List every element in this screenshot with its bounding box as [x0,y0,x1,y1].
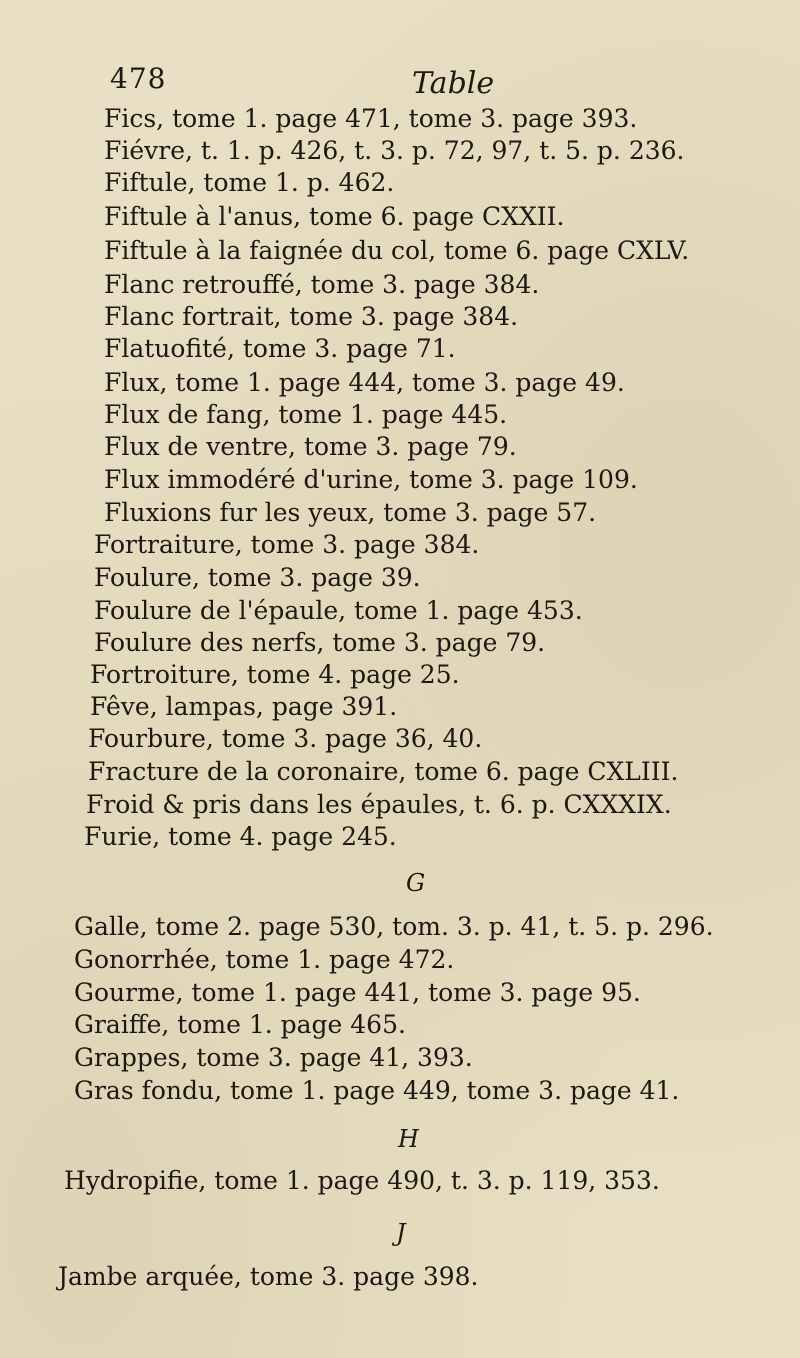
index-entry: Fortroiture, tome 4. page 25. [90,660,460,689]
index-entry: Flux de ventre, tome 3. page 79. [104,432,517,461]
section-heading-j: J [396,1219,406,1247]
index-entry: Graiffe, tome 1. page 465. [74,1010,406,1039]
index-entry: Fiévre, t. 1. p. 426, t. 3. p. 72, 97, t. 5. p. 236. [104,136,685,165]
index-entry: Flux immodéré d'urine, tome 3. page 109. [104,465,638,494]
index-entry: Fourbure, tome 3. page 36, 40. [88,724,483,753]
index-entry: Hydropifie, tome 1. page 490, t. 3. p. 119, 353. [64,1166,660,1195]
index-entry: Fiftule à la faignée du col, tome 6. page CXLV. [104,236,690,265]
index-entry: Fics, tome 1. page 471, tome 3. page 393. [104,104,638,133]
index-entry: Foulure de l'épaule, tome 1. page 453. [94,596,583,625]
section-heading-h: H [398,1125,419,1153]
index-entry: Foulure, tome 3. page 39. [94,563,421,592]
index-entry: Furie, tome 4. page 245. [84,822,397,851]
index-entry: Flanc fortrait, tome 3. page 384. [104,302,519,331]
index-entry: Flux de fang, tome 1. page 445. [104,400,508,429]
index-entry: Gonorrhée, tome 1. page 472. [74,945,455,974]
index-entry: Fiftule, tome 1. p. 462. [104,168,395,197]
section-heading-g: G [406,869,426,897]
index-entry: Fêve, lampas, page 391. [90,692,398,721]
index-entry: Flatuofité, tome 3. page 71. [104,334,456,363]
index-entry: Gourme, tome 1. page 441, tome 3. page 95. [74,978,641,1007]
index-entry: Flanc retrouffé, tome 3. page 384. [104,270,540,299]
running-title: Table [412,66,495,101]
index-entry: Fortraiture, tome 3. page 384. [94,530,480,559]
index-entry: Flux, tome 1. page 444, tome 3. page 49. [104,368,625,397]
index-entry: Jambe arquée, tome 3. page 398. [58,1262,479,1291]
index-entry: Galle, tome 2. page 530, tom. 3. p. 41, t. 5. p. 296. [74,912,714,941]
index-entry: Grappes, tome 3. page 41, 393. [74,1043,473,1072]
index-entry: Froid & pris dans les épaules, t. 6. p. CXXXIX. [86,790,672,819]
index-entry: Fracture de la coronaire, tome 6. page CXLIII. [88,757,679,786]
index-entry: Gras fondu, tome 1. page 449, tome 3. page 41. [74,1076,680,1105]
index-entry: Fluxions fur les yeux, tome 3. page 57. [104,498,597,527]
page-number: 478 [110,62,167,95]
index-entry: Foulure des nerfs, tome 3. page 79. [94,628,546,657]
index-entry: Fiftule à l'anus, tome 6. page CXXII. [104,202,565,231]
